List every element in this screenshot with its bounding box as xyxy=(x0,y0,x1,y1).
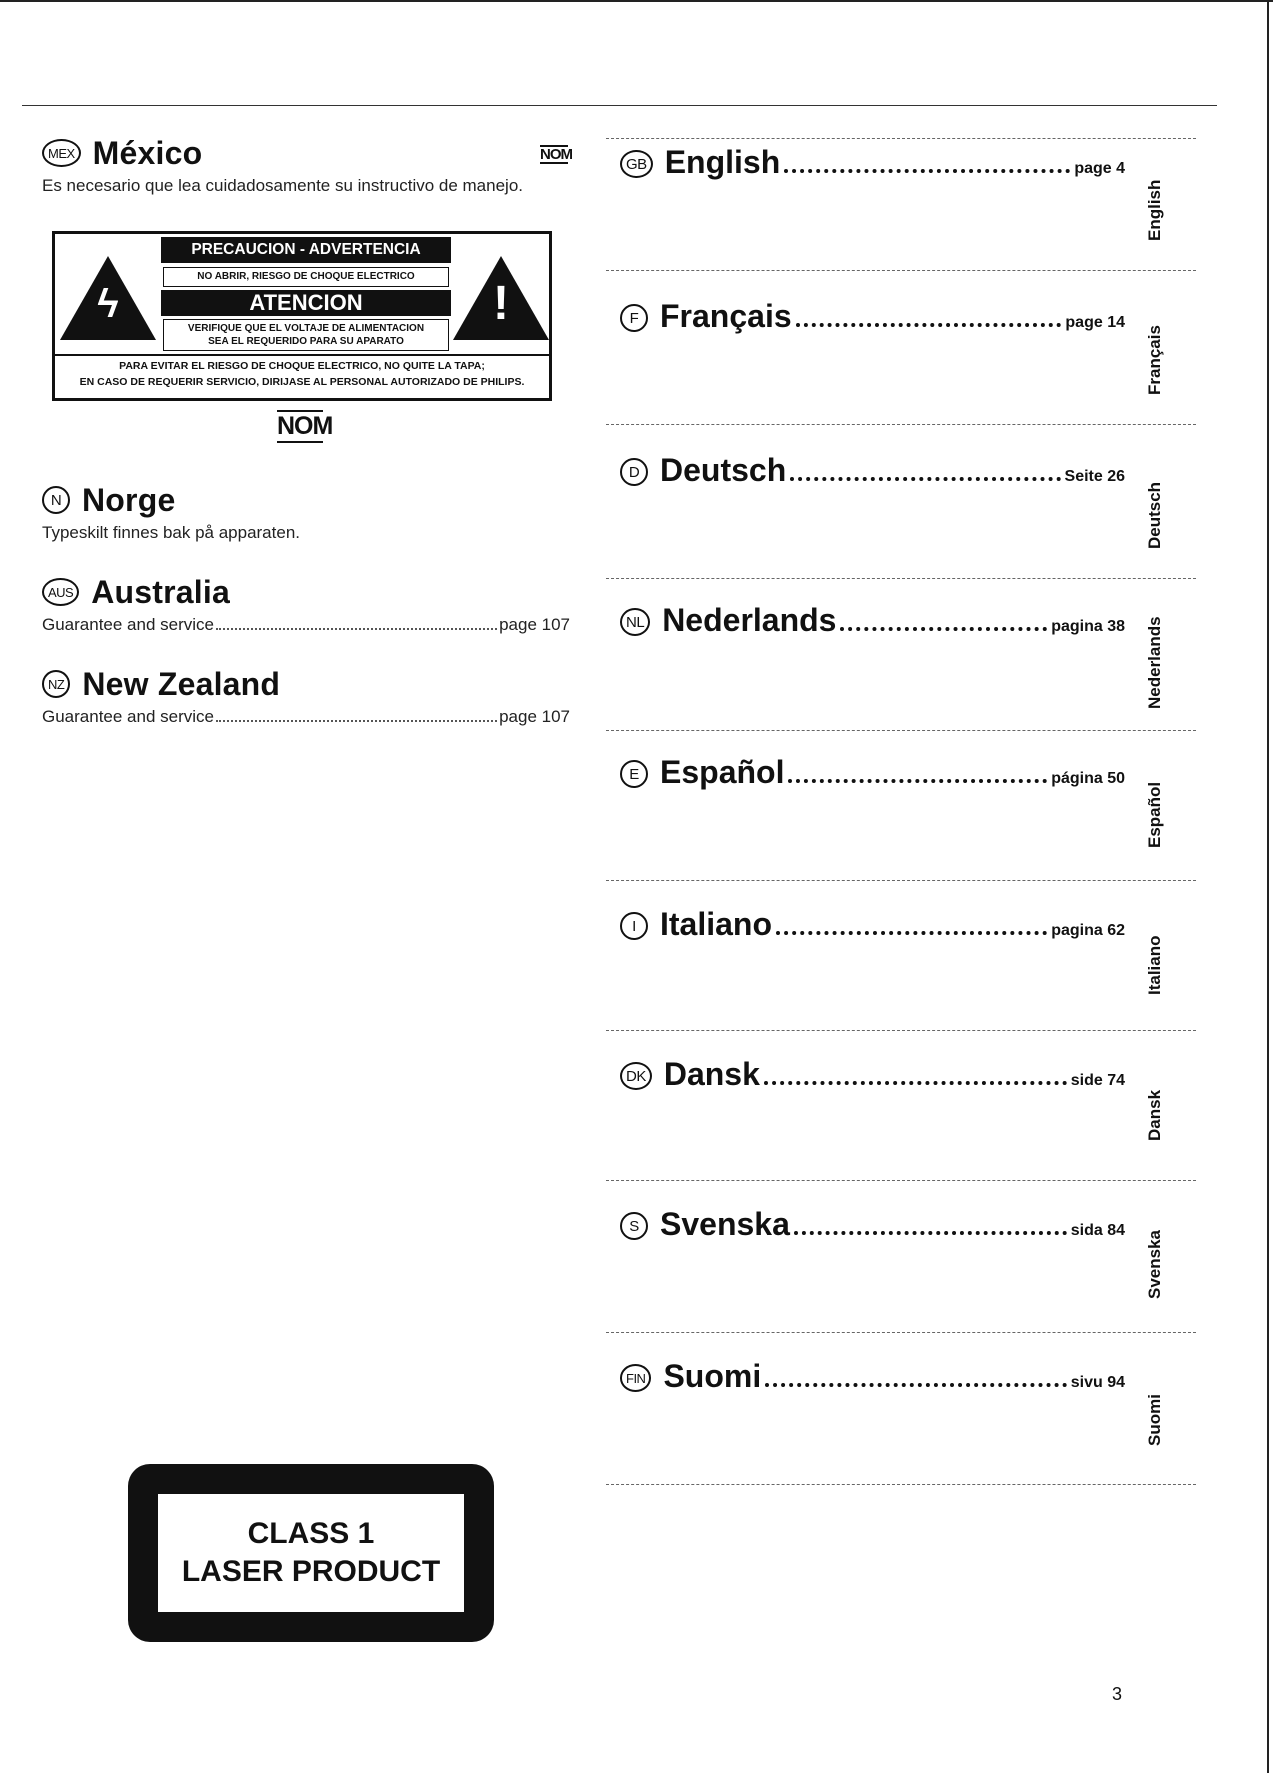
page-border-top xyxy=(0,0,1273,2)
dansk-title: Dansk xyxy=(663,1056,760,1092)
nederlands-dots xyxy=(840,627,1047,631)
english-badge: GB xyxy=(620,150,653,178)
italiano-badge: I xyxy=(620,912,648,940)
newzealand-badge: NZ xyxy=(42,670,70,698)
lang-row-dansk[interactable] xyxy=(620,1056,1125,1096)
lang-row-nederlands[interactable] xyxy=(620,602,1125,642)
region-newzealand xyxy=(42,665,570,727)
lang-row-english[interactable] xyxy=(620,144,1125,184)
tab-english[interactable]: English xyxy=(1145,179,1164,241)
espanol-page: página 50 xyxy=(1051,770,1125,787)
english-title: English xyxy=(664,144,781,180)
svenska-title: Svenska xyxy=(660,1206,790,1242)
nederlands-title: Nederlands xyxy=(662,602,837,638)
laser-product-label xyxy=(128,1464,494,1642)
svenska-badge: S xyxy=(620,1212,648,1240)
svenska-page: sida 84 xyxy=(1070,1222,1125,1239)
italiano-dots xyxy=(776,931,1047,935)
nederlands-page: pagina 38 xyxy=(1051,618,1125,635)
lang-separator xyxy=(606,578,1196,579)
tab-nederlands[interactable]: Nederlands xyxy=(1145,616,1164,709)
region-norge xyxy=(42,481,570,543)
tab-italiano[interactable]: Italiano xyxy=(1145,935,1164,995)
warning-attention: ATENCION xyxy=(161,290,451,316)
tab-francais[interactable]: Français xyxy=(1145,325,1164,395)
lang-separator xyxy=(606,1484,1196,1485)
newzealand-label: Guarantee and service xyxy=(42,707,214,726)
warning-box xyxy=(52,231,552,401)
francais-dots xyxy=(796,323,1062,327)
warning-voltage xyxy=(163,319,449,351)
region-mexico xyxy=(42,134,570,196)
warning-line2: VERIFIQUE QUE EL VOLTAJE DE ALIMENTACION xyxy=(187,323,425,334)
lang-separator xyxy=(606,424,1196,425)
nom-mark-large: NOM xyxy=(277,410,323,443)
espanol-badge: E xyxy=(620,760,648,788)
warning-top-row xyxy=(55,234,549,356)
laser-product-text: LASER PRODUCT xyxy=(181,1555,441,1588)
exclamation-warning-icon: ! xyxy=(453,256,549,340)
dansk-page: side 74 xyxy=(1070,1072,1125,1089)
tab-suomi[interactable]: Suomi xyxy=(1145,1394,1164,1446)
laser-class: CLASS 1 xyxy=(247,1517,375,1550)
top-rule xyxy=(22,105,1217,106)
australia-guarantee xyxy=(42,615,570,635)
warning-center xyxy=(161,237,451,351)
dansk-dots xyxy=(764,1081,1067,1085)
mexico-title: México xyxy=(92,134,203,171)
tab-espanol[interactable]: Español xyxy=(1145,781,1164,849)
dansk-badge: DK xyxy=(620,1062,652,1090)
region-australia xyxy=(42,573,570,635)
lang-separator xyxy=(606,1332,1196,1333)
deutsch-page: Seite 26 xyxy=(1064,468,1125,485)
australia-page: page 107 xyxy=(499,615,570,634)
francais-page: page 14 xyxy=(1065,314,1125,331)
deutsch-dots xyxy=(790,477,1060,481)
warning-line1: NO ABRIR, RIESGO DE CHOQUE ELECTRICO xyxy=(163,267,449,287)
newzealand-guarantee xyxy=(42,707,570,727)
lang-row-deutsch[interactable] xyxy=(620,452,1125,492)
lang-separator xyxy=(606,1030,1196,1031)
espanol-dots xyxy=(788,779,1047,783)
tab-dansk[interactable]: Dansk xyxy=(1145,1089,1164,1141)
deutsch-title: Deutsch xyxy=(660,452,787,488)
page-border-right xyxy=(1267,0,1269,1773)
lang-row-svenska[interactable] xyxy=(620,1206,1125,1246)
tab-svenska[interactable]: Svenska xyxy=(1145,1230,1164,1300)
lang-separator xyxy=(606,880,1196,881)
laser-product-inner xyxy=(158,1494,464,1612)
warning-line3: SEA EL REQUERIDO PARA SU APARATO xyxy=(208,336,404,347)
warning-footer1: PARA EVITAR EL RIESGO DE CHOQUE ELECTRICO, NO QUITE LA TAPA; xyxy=(119,360,485,372)
lang-separator xyxy=(606,1180,1196,1181)
suomi-page: sivu 94 xyxy=(1070,1374,1125,1391)
svenska-dots xyxy=(794,1231,1067,1235)
nom-mark-small: NOM xyxy=(540,146,572,163)
francais-badge: F xyxy=(620,304,648,332)
newzealand-dots xyxy=(216,720,497,722)
francais-title: Français xyxy=(660,298,792,334)
espanol-title: Español xyxy=(660,754,785,790)
australia-badge: AUS xyxy=(42,578,79,606)
warning-footer xyxy=(55,358,549,390)
lang-separator xyxy=(606,270,1196,271)
lang-separator xyxy=(606,138,1196,139)
lang-separator xyxy=(606,730,1196,731)
norge-badge: N xyxy=(42,486,70,514)
english-dots xyxy=(784,169,1070,173)
norge-text: Typeskilt finnes bak på apparaten. xyxy=(42,523,300,542)
english-page: page 4 xyxy=(1074,160,1125,177)
mexico-text: Es necesario que lea cuidadosamente su instructivo de manejo. xyxy=(42,176,524,195)
newzealand-page: page 107 xyxy=(499,707,570,726)
suomi-title: Suomi xyxy=(663,1358,762,1394)
italiano-page: pagina 62 xyxy=(1051,922,1125,939)
tab-deutsch[interactable]: Deutsch xyxy=(1145,481,1164,549)
australia-title: Australia xyxy=(91,573,230,610)
lang-row-suomi[interactable] xyxy=(620,1358,1125,1398)
norge-title: Norge xyxy=(82,481,176,518)
suomi-dots xyxy=(765,1383,1067,1387)
page-number: 3 xyxy=(1112,1684,1123,1704)
newzealand-title: New Zealand xyxy=(82,665,281,702)
lang-row-italiano[interactable] xyxy=(620,906,1125,946)
italiano-title: Italiano xyxy=(660,906,773,942)
deutsch-badge: D xyxy=(620,458,648,486)
lightning-warning-icon: ϟ xyxy=(60,256,156,340)
suomi-badge: FIN xyxy=(620,1364,651,1392)
australia-dots xyxy=(216,628,497,630)
nederlands-badge: NL xyxy=(620,608,650,636)
lang-row-espanol[interactable] xyxy=(620,754,1125,794)
mexico-badge: MEX xyxy=(42,139,81,167)
warning-footer2: EN CASO DE REQUERIR SERVICIO, DIRIJASE AL PERSONAL AUTORIZADO DE PHILIPS. xyxy=(79,376,525,388)
australia-label: Guarantee and service xyxy=(42,615,214,634)
warning-header: PRECAUCION - ADVERTENCIA xyxy=(161,237,451,263)
lang-row-francais[interactable] xyxy=(620,298,1125,338)
